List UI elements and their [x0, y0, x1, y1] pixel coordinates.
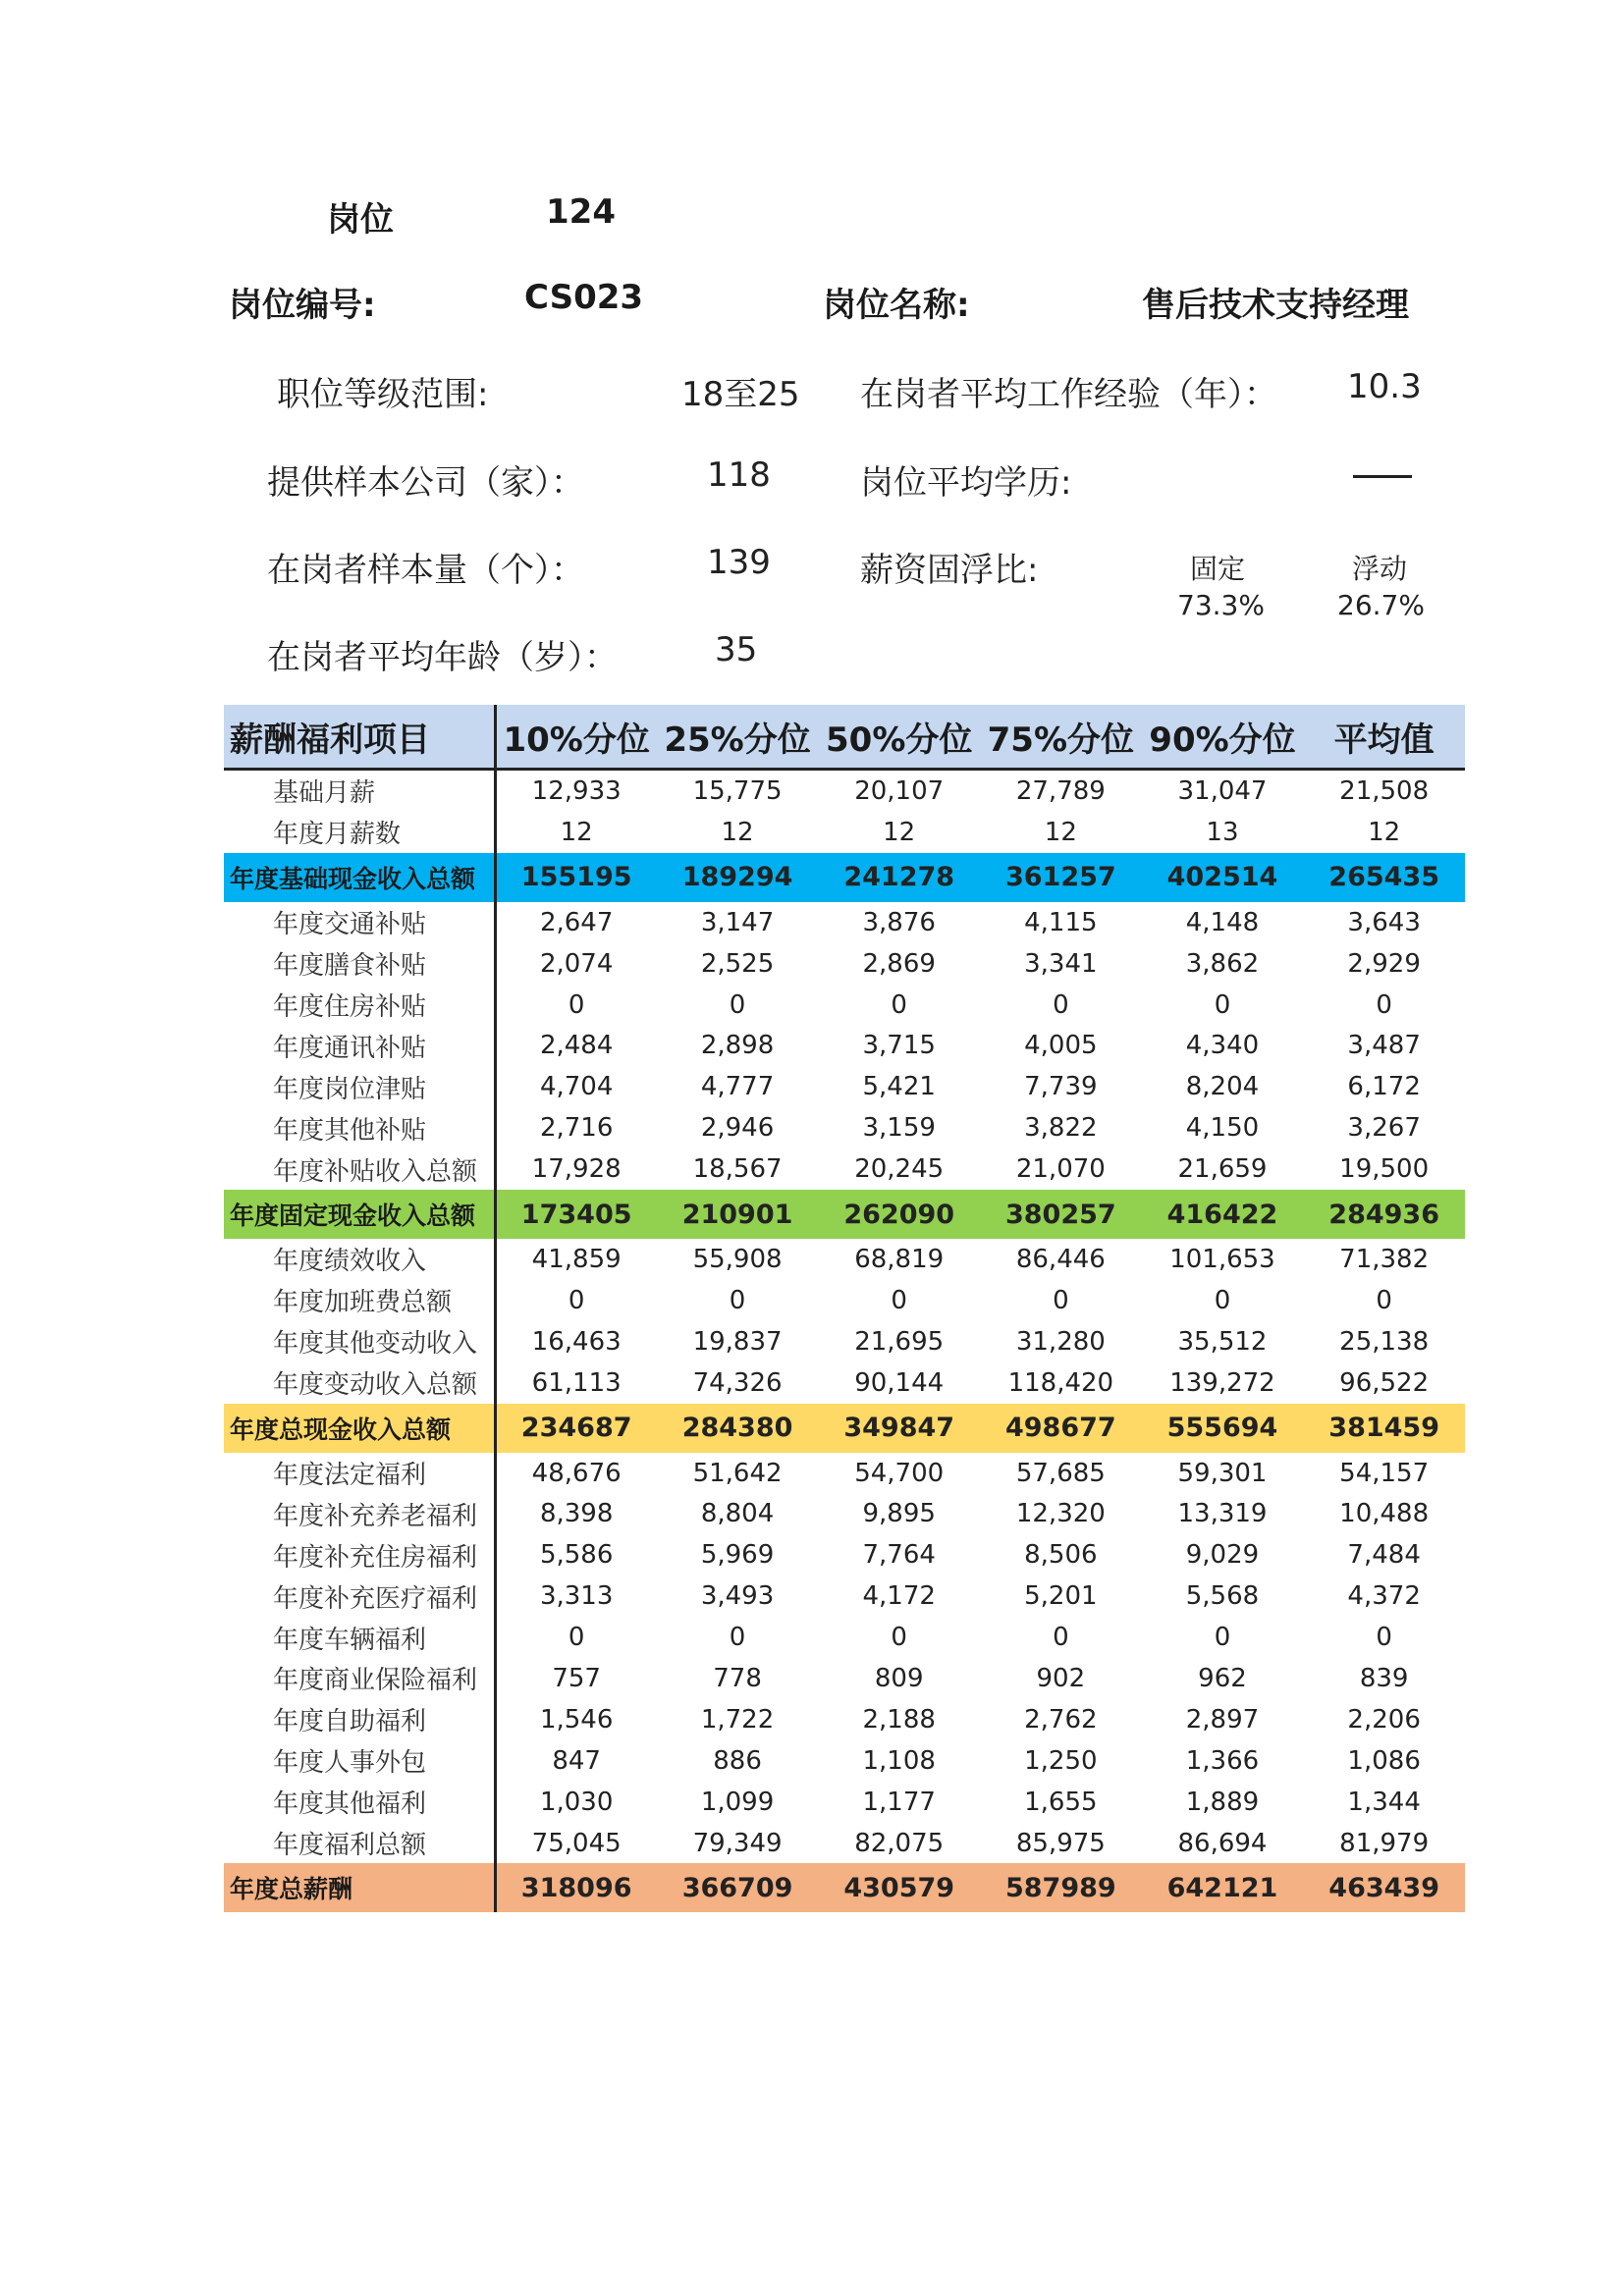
row-value: 18,567 [692, 1154, 783, 1185]
row-value: 35,512 [1177, 1326, 1268, 1357]
row-label: 年度补充住房福利 [224, 1534, 495, 1575]
row-value: 31,280 [1015, 1326, 1106, 1357]
row-value: 17,928 [531, 1154, 622, 1185]
row-value: 642121 [1166, 1872, 1278, 1903]
row-value: 2,716 [539, 1113, 614, 1144]
row-value: 3,493 [700, 1581, 775, 1612]
row-value: 12 [560, 817, 593, 847]
row-value: 31,047 [1177, 775, 1268, 806]
float-label: 浮动 [1352, 553, 1408, 585]
float-value: 26.7% [1337, 589, 1425, 621]
row-value: 4,372 [1347, 1581, 1421, 1612]
table-row [224, 1658, 1465, 1699]
row-value: 262090 [843, 1199, 955, 1230]
row-value: 82,075 [854, 1828, 945, 1858]
row-value: 5,201 [1024, 1581, 1098, 1612]
row-value: 1,108 [862, 1745, 936, 1776]
row-value: 2,484 [539, 1031, 614, 1061]
row-value: 2,525 [700, 948, 775, 979]
row-value: 61,113 [531, 1367, 622, 1398]
row-value: 4,340 [1185, 1031, 1260, 1061]
row-value: 8,506 [1024, 1540, 1098, 1571]
row-value: 81,979 [1339, 1828, 1430, 1858]
row-value: 4,005 [1024, 1031, 1098, 1061]
position-name-label: 岗位名称: [823, 286, 970, 325]
row-value: 5,568 [1185, 1581, 1260, 1612]
row-label: 年度加班费总额 [224, 1280, 495, 1321]
row-value: 2,647 [539, 907, 614, 937]
row-value: 0 [1214, 989, 1231, 1020]
table-row [224, 1066, 1465, 1107]
table-row [224, 770, 1465, 812]
row-value: 75,045 [531, 1828, 622, 1858]
row-value: 361257 [1004, 862, 1116, 893]
row-value: 2,869 [862, 948, 936, 979]
row-label: 年度商业保险福利 [224, 1658, 495, 1699]
fixed-value: 73.3% [1177, 589, 1265, 621]
sample-size-value: 139 [707, 543, 771, 582]
row-value: 20,107 [854, 775, 945, 806]
row-value: 587989 [1004, 1872, 1116, 1903]
row-value: 51,642 [692, 1458, 783, 1488]
sample-companies-value: 118 [707, 455, 771, 495]
row-value: 90,144 [854, 1367, 945, 1398]
row-value: 847 [552, 1745, 601, 1776]
row-value: 173405 [520, 1199, 632, 1230]
row-label: 年度车辆福利 [224, 1617, 495, 1658]
row-value: 0 [1053, 1623, 1069, 1653]
table-row [224, 1740, 1465, 1782]
row-value: 0 [1376, 1285, 1392, 1315]
position-value: 124 [546, 192, 616, 232]
row-value: 15,775 [692, 775, 783, 806]
row-value: 902 [1036, 1663, 1086, 1693]
row-label: 年度交通补贴 [224, 902, 495, 943]
row-value: 5,586 [539, 1540, 614, 1571]
row-label: 年度岗位津贴 [224, 1066, 495, 1107]
row-value: 21,070 [1015, 1154, 1106, 1185]
row-value: 3,147 [700, 907, 775, 937]
row-value: 1,030 [539, 1787, 614, 1817]
row-value: 4,150 [1185, 1113, 1260, 1144]
row-label: 年度自助福利 [224, 1699, 495, 1740]
row-value: 2,074 [539, 948, 614, 979]
row-label: 年度变动收入总额 [224, 1362, 495, 1404]
table-row [224, 1239, 1465, 1280]
row-label: 年度通讯补贴 [224, 1025, 495, 1066]
row-value: 318096 [520, 1872, 632, 1903]
avg-education-dash [1353, 475, 1412, 478]
table-row [224, 812, 1465, 853]
table-row [224, 1280, 1465, 1321]
row-value: 21,659 [1177, 1154, 1268, 1185]
row-value: 3,487 [1347, 1031, 1421, 1061]
row-value: 463439 [1328, 1872, 1440, 1903]
row-value: 85,975 [1015, 1828, 1106, 1858]
row-value: 0 [1214, 1623, 1231, 1653]
row-value: 86,446 [1015, 1244, 1106, 1274]
row-value: 96,522 [1339, 1367, 1430, 1398]
header-p90: 90%分位 [1142, 705, 1304, 770]
row-value: 41,859 [531, 1244, 622, 1274]
row-value: 402514 [1166, 862, 1278, 893]
row-value: 265435 [1328, 862, 1440, 893]
row-value: 1,344 [1347, 1787, 1421, 1817]
row-value: 55,908 [692, 1244, 783, 1274]
row-value: 54,700 [854, 1458, 945, 1488]
row-value: 21,695 [854, 1326, 945, 1357]
row-label: 年度补充医疗福利 [224, 1575, 495, 1617]
row-value: 20,245 [854, 1154, 945, 1185]
row-value: 12,933 [531, 775, 622, 806]
row-value: 0 [891, 1623, 907, 1653]
row-label: 年度其他变动收入 [224, 1321, 495, 1362]
row-value: 1,250 [1024, 1745, 1098, 1776]
row-value: 16,463 [531, 1326, 622, 1357]
row-value: 241278 [843, 862, 955, 893]
row-value: 0 [1214, 1285, 1231, 1315]
position-name-value: 售后技术支持经理 [1142, 286, 1409, 325]
row-value: 74,326 [692, 1367, 783, 1398]
table-row [224, 1823, 1465, 1864]
row-label: 年度总薪酬 [224, 1863, 495, 1912]
grade-range-value: 18至25 [681, 375, 800, 414]
table-body [224, 770, 1465, 1913]
row-value: 1,546 [539, 1704, 614, 1735]
row-value: 555694 [1166, 1413, 1278, 1444]
row-value: 2,898 [700, 1031, 775, 1061]
row-label: 年度其他福利 [224, 1782, 495, 1823]
row-value: 0 [1053, 989, 1069, 1020]
row-value: 3,267 [1347, 1113, 1421, 1144]
avg-age-label: 在岗者平均年龄（岁）： [267, 638, 618, 677]
row-value: 4,148 [1185, 907, 1260, 937]
table-row [224, 1321, 1465, 1362]
row-value: 8,204 [1185, 1072, 1260, 1102]
row-value: 962 [1198, 1663, 1247, 1693]
header-average: 平均值 [1303, 705, 1465, 770]
row-value: 48,676 [531, 1458, 622, 1488]
sample-companies-label: 提供样本公司（家）： [267, 463, 584, 503]
table-summary-row [224, 1863, 1465, 1912]
row-value: 0 [568, 989, 585, 1020]
row-label: 年度福利总额 [224, 1823, 495, 1864]
row-value: 366709 [681, 1872, 793, 1903]
row-value: 7,484 [1347, 1540, 1421, 1571]
row-value: 189294 [681, 862, 793, 893]
row-value: 7,764 [862, 1540, 936, 1571]
row-label: 年度绩效收入 [224, 1239, 495, 1280]
row-value: 86,694 [1177, 1828, 1268, 1858]
row-value: 1,366 [1185, 1745, 1260, 1776]
row-label: 年度其他补贴 [224, 1107, 495, 1148]
row-value: 1,099 [700, 1787, 775, 1817]
table-row [224, 1453, 1465, 1494]
row-value: 498677 [1004, 1413, 1116, 1444]
fixed-label: 固定 [1190, 553, 1246, 585]
table-row [224, 1148, 1465, 1190]
row-value: 349847 [843, 1413, 955, 1444]
row-value: 809 [874, 1663, 924, 1693]
row-value: 2,946 [700, 1113, 775, 1144]
pay-ratio-label: 薪资固浮比: [860, 551, 1039, 590]
row-value: 5,969 [700, 1540, 775, 1571]
table-header-row [224, 705, 1465, 770]
row-value: 1,722 [700, 1704, 775, 1735]
row-value: 57,685 [1015, 1458, 1106, 1488]
table-summary-row [224, 853, 1465, 902]
row-value: 12 [1368, 817, 1401, 847]
row-label: 年度基础现金收入总额 [224, 853, 495, 902]
row-value: 3,876 [862, 907, 936, 937]
row-value: 139,272 [1169, 1367, 1275, 1398]
row-value: 1,655 [1024, 1787, 1098, 1817]
table-row [224, 902, 1465, 943]
row-value: 12 [1044, 817, 1077, 847]
row-value: 839 [1359, 1663, 1409, 1693]
row-value: 5,421 [862, 1072, 936, 1102]
row-value: 2,929 [1347, 948, 1421, 979]
salary-table [224, 705, 1465, 1912]
row-value: 4,115 [1024, 907, 1098, 937]
table-row [224, 1575, 1465, 1617]
row-value: 118,420 [1007, 1367, 1114, 1398]
header-item: 薪酬福利项目 [224, 705, 495, 770]
table-row [224, 943, 1465, 985]
row-value: 101,653 [1169, 1244, 1275, 1274]
row-value: 0 [1053, 1285, 1069, 1315]
row-value: 778 [713, 1663, 762, 1693]
row-value: 54,157 [1339, 1458, 1430, 1488]
row-label: 年度总现金收入总额 [224, 1404, 495, 1453]
row-value: 68,819 [854, 1244, 945, 1274]
row-value: 155195 [520, 862, 632, 893]
row-value: 1,177 [862, 1787, 936, 1817]
row-value: 25,138 [1339, 1326, 1430, 1357]
row-value: 13,319 [1177, 1499, 1268, 1529]
row-label: 年度月薪数 [224, 812, 495, 853]
row-value: 2,897 [1185, 1704, 1260, 1735]
row-value: 3,313 [539, 1581, 614, 1612]
row-value: 2,188 [862, 1704, 936, 1735]
row-value: 2,762 [1024, 1704, 1098, 1735]
row-value: 8,804 [700, 1499, 775, 1529]
row-value: 1,086 [1347, 1745, 1421, 1776]
row-label: 基础月薪 [224, 770, 495, 812]
row-value: 416422 [1166, 1199, 1278, 1230]
row-value: 3,341 [1024, 948, 1098, 979]
row-value: 12 [721, 817, 754, 847]
position-label: 岗位 [327, 200, 394, 240]
row-value: 7,739 [1024, 1072, 1098, 1102]
row-value: 9,029 [1185, 1540, 1260, 1571]
row-value: 380257 [1004, 1199, 1116, 1230]
header-p10: 10%分位 [495, 705, 657, 770]
row-value: 2,206 [1347, 1704, 1421, 1735]
row-label: 年度补充养老福利 [224, 1493, 495, 1534]
row-value: 757 [552, 1663, 601, 1693]
row-value: 71,382 [1339, 1244, 1430, 1274]
row-value: 79,349 [692, 1828, 783, 1858]
table-row [224, 1362, 1465, 1404]
table-row [224, 1534, 1465, 1575]
grade-range-label: 职位等级范围: [277, 375, 489, 414]
row-label: 年度补贴收入总额 [224, 1148, 495, 1190]
row-value: 13 [1206, 817, 1239, 847]
row-value: 19,500 [1339, 1154, 1430, 1185]
row-label: 年度固定现金收入总额 [224, 1190, 495, 1239]
row-value: 0 [729, 989, 746, 1020]
row-value: 284380 [681, 1413, 793, 1444]
table-row [224, 1782, 1465, 1823]
row-value: 27,789 [1015, 775, 1106, 806]
row-value: 12,320 [1015, 1499, 1106, 1529]
row-label: 年度膳食补贴 [224, 943, 495, 985]
row-value: 0 [568, 1285, 585, 1315]
header-p75: 75%分位 [980, 705, 1142, 770]
row-value: 19,837 [692, 1326, 783, 1357]
table-row [224, 1025, 1465, 1066]
row-value: 0 [891, 989, 907, 1020]
table-row [224, 1699, 1465, 1740]
row-value: 3,862 [1185, 948, 1260, 979]
row-value: 0 [1376, 1623, 1392, 1653]
row-value: 4,704 [539, 1072, 614, 1102]
header-p50: 50%分位 [818, 705, 980, 770]
row-label: 年度人事外包 [224, 1740, 495, 1782]
table-row [224, 1107, 1465, 1148]
table-summary-row [224, 1190, 1465, 1239]
row-value: 10,488 [1339, 1499, 1430, 1529]
row-value: 234687 [520, 1413, 632, 1444]
row-value: 284936 [1328, 1199, 1440, 1230]
row-value: 430579 [843, 1872, 955, 1903]
row-value: 0 [729, 1285, 746, 1315]
row-value: 0 [568, 1623, 585, 1653]
row-value: 3,643 [1347, 907, 1421, 937]
row-value: 3,159 [862, 1113, 936, 1144]
sample-size-label: 在岗者样本量（个）： [267, 551, 584, 590]
avg-age-value: 35 [715, 630, 758, 669]
avg-experience-label: 在岗者平均工作经验（年）： [860, 375, 1277, 414]
row-value: 21,508 [1339, 775, 1430, 806]
row-value: 8,398 [539, 1499, 614, 1529]
avg-education-label: 岗位平均学历: [860, 463, 1072, 503]
row-value: 0 [891, 1285, 907, 1315]
table-summary-row [224, 1404, 1465, 1453]
row-value: 210901 [681, 1199, 793, 1230]
table-row [224, 1493, 1465, 1534]
table-row [224, 985, 1465, 1026]
row-value: 6,172 [1347, 1072, 1421, 1102]
position-code-value: CS023 [524, 278, 644, 317]
row-value: 12 [883, 817, 916, 847]
row-label: 年度法定福利 [224, 1453, 495, 1494]
row-value: 3,822 [1024, 1113, 1098, 1144]
row-value: 9,895 [862, 1499, 936, 1529]
row-value: 886 [713, 1745, 762, 1776]
table-row [224, 1617, 1465, 1658]
row-value: 59,301 [1177, 1458, 1268, 1488]
row-value: 4,777 [700, 1072, 775, 1102]
avg-experience-value: 10.3 [1347, 367, 1422, 406]
header-p25: 25%分位 [657, 705, 819, 770]
position-code-label: 岗位编号: [229, 286, 376, 325]
row-label: 年度住房补贴 [224, 985, 495, 1026]
row-value: 3,715 [862, 1031, 936, 1061]
row-value: 4,172 [862, 1581, 936, 1612]
row-value: 0 [729, 1623, 746, 1653]
row-value: 1,889 [1185, 1787, 1260, 1817]
row-value: 381459 [1328, 1413, 1440, 1444]
row-value: 0 [1376, 989, 1392, 1020]
